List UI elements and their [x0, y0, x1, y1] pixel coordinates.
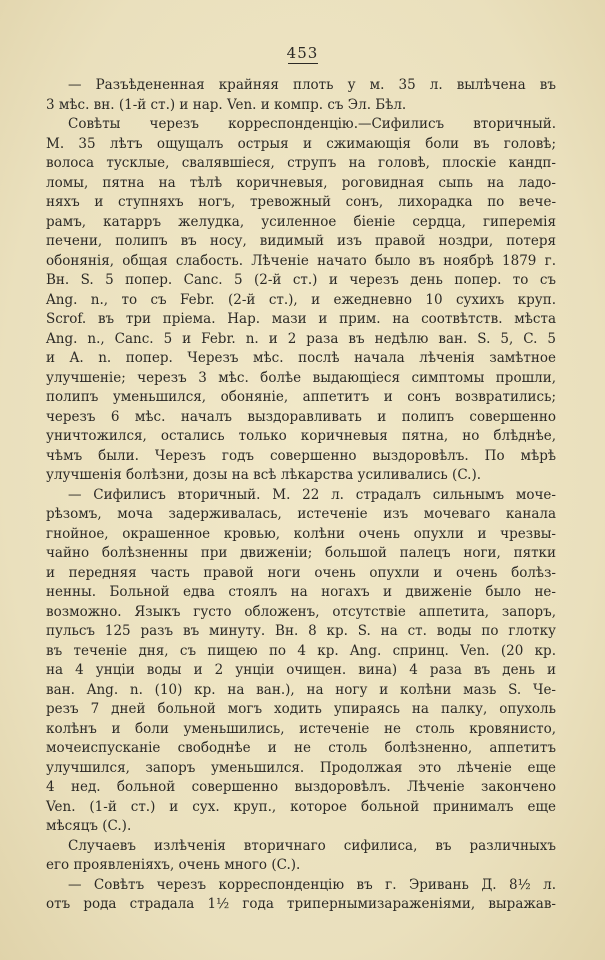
text-line: на 4 унціи воды и 2 унціи очищен. вина) 4 раза въ день и	[46, 662, 556, 678]
text-line: и передняя часть правой ноги очень опухли и очень болѣз-	[46, 564, 556, 581]
text-line: колѣнъ и боли уменьшились, истеченіе не столь кровянисто,	[46, 720, 556, 737]
text-line: Ang. n., Canc. 5 и Febr. n. и 2 раза въ недѣлю ван. S. 5, C. 5	[46, 330, 556, 347]
text-line: 4 нед. больной совершенно выздоровѣлъ. Лѣченіе закончено	[46, 779, 556, 795]
text-line: печени, полипъ въ носу, видимый изъ правой ноздри, потеря	[46, 233, 556, 249]
text-line: чайно болѣзненны при движеніи; большой палецъ ноги, пятки	[46, 545, 556, 561]
text-line: Ang. n., то съ Febr. (2-й ст.), и ежедневно 10 сухихъ круп.	[46, 291, 556, 308]
text-line: волоса тусклые, свалявшіеся, струпъ на головѣ, плоскіе кандп-	[46, 155, 556, 171]
text-line: Ven. (1-й ст.) и сух. круп., которое больной принималъ еще	[46, 798, 556, 815]
text-line: рѣзомъ, моча задерживалась, истеченіе изъ мочеваго канала	[46, 506, 556, 522]
text-line: Вн. S. 5 попер. Canc. 5 (2-й ст.) и черезъ день попер. то съ	[46, 272, 556, 288]
text-line: резъ 7 дней больной могъ ходить упираясь на палку, опухоль	[46, 701, 556, 717]
body-text	[46, 76, 556, 915]
text-line: ван. Ang. n. (10) кр. на ван.), на ногу и колѣни мазь S. Че-	[46, 681, 556, 698]
text-line: рамъ, катарръ желудка, усиленное біеніе сердца, гиперемія	[46, 213, 556, 230]
text-line: улучшенія болѣзни, дозы на всѣ лѣкарства усиливались (C.).	[46, 467, 482, 483]
text-line: Случаевъ излѣченія вторичнаго сифилиса, въ различныхъ	[68, 837, 556, 854]
text-line: полипъ уменьшился, обоняніе, аппетитъ и сонъ возвратились;	[46, 389, 556, 405]
text-line: Совѣты черезъ корреспонденцію.—Сифилисъ вторичный.	[68, 116, 556, 132]
text-line: ломы, пятна на тѣлѣ коричневыя, роговидная сыпь на ладо-	[46, 174, 556, 191]
text-line: улучшеніе; черезъ 3 мѣс. болѣе выдающіеся симптомы прошли,	[46, 369, 556, 386]
text-line: М. 35 лѣтъ ощущалъ острыя и сжимающія боли въ головѣ;	[46, 135, 556, 152]
text-line: — Сифилисъ вторичный. М. 22 л. страдалъ сильнымъ моче-	[68, 486, 556, 503]
text-line: отъ рода страдала 1½ года трипернымизараженіями, выражав-	[46, 896, 556, 912]
text-line: Scrof. въ три пріема. Нар. мази и прим. на соотвѣтств. мѣста	[46, 311, 556, 327]
text-line: няхъ и ступняхъ ногъ, тревожный сонъ, лихорадка по вече-	[46, 194, 556, 210]
text-line: обонянія, общая слабость. Лѣченіе начато было въ ноябрѣ 1879 г.	[46, 252, 556, 269]
text-line: ненны. Больной едва стоялъ на ногахъ и движеніе было не-	[46, 584, 556, 600]
text-line: возможно. Языкъ густо обложенъ, отсутствіе аппетита, запоръ,	[46, 603, 556, 620]
text-line: мѣсяцъ (C.).	[46, 818, 132, 834]
text-line: — Совѣтъ черезъ корреспонденцію въ г. Эривань Д. 8½ л.	[68, 876, 556, 893]
page-number: 453	[0, 44, 605, 64]
text-line: улучшился, запоръ уменьшился. Продолжая это лѣченіе еще	[46, 759, 556, 776]
text-line: его проявленіяхъ, очень много (C.).	[46, 857, 301, 873]
text-line: уничтожился, остались только коричневыя пятна, но блѣднѣе,	[46, 428, 556, 444]
text-line: 3 мѣс. вн. (1-й ст.) и нар. Ven. и компр. съ Эл. Бѣл.	[46, 96, 407, 113]
text-line: черезъ 6 мѣс. началъ выздоравливать и полипъ совершенно	[46, 408, 556, 425]
text-line: пульсъ 125 разъ въ минуту. Вн. 8 кр. S. на ст. воды по глотку	[46, 623, 556, 639]
text-line: — Разъѣдененная крайняя плоть у м. 35 л. вылѣчена въ	[68, 77, 556, 93]
text-line: чѣмъ были. Черезъ годъ совершенно выздоровѣлъ. По мѣрѣ	[46, 447, 556, 464]
text-line: гнойное, окрашенное кровью, колѣни очень опухли и чрезвы-	[46, 525, 556, 542]
text-line: мочеиспусканіе свободнѣе и не столь болѣзненно, аппетитъ	[46, 740, 556, 756]
text-line: и A. n. попер. Черезъ мѣс. послѣ начала лѣченія замѣтное	[46, 350, 556, 366]
text-line: въ теченіе дня, съ пищею по 4 кр. Ang. спринц. Ven. (20 кр.	[46, 642, 556, 659]
